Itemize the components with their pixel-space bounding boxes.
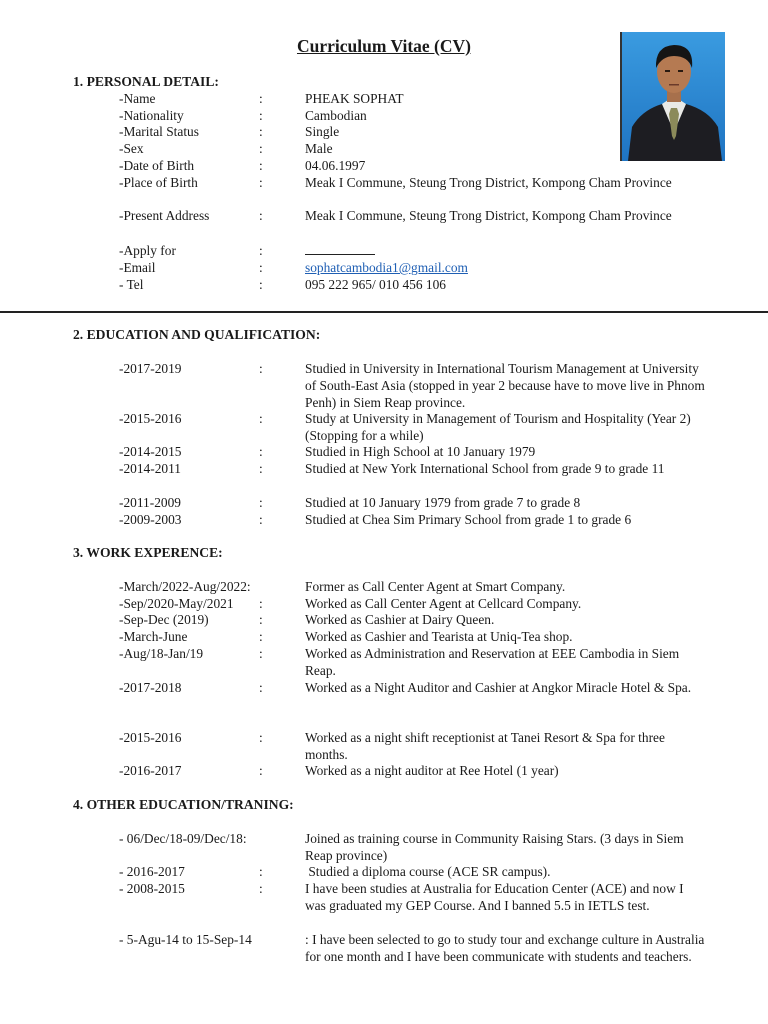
row-value: Studied at 10 January 1979 from grade 7 to grade 8	[305, 495, 581, 510]
row-colon: :	[259, 629, 263, 644]
row-colon: :	[259, 881, 263, 896]
row-colon: :	[259, 108, 263, 123]
row-colon: :	[259, 260, 263, 275]
row-colon: :	[259, 495, 263, 510]
row-colon: :	[259, 243, 263, 258]
row-value	[305, 243, 705, 260]
row-label: -Sep-Dec (2019)	[119, 612, 209, 627]
row-label: -2014-2015	[119, 444, 182, 459]
row-label: - 2008-2015	[119, 881, 185, 896]
row-label: -2014-2011	[119, 461, 181, 476]
row-label: -2015-2016	[119, 730, 182, 745]
row-colon: :	[259, 124, 263, 139]
row-label: -2017-2019	[119, 361, 182, 376]
row-label: -2016-2017	[119, 763, 182, 778]
row-label: - 06/Dec/18-09/Dec/18:	[119, 831, 247, 846]
row-colon: :	[259, 411, 263, 426]
document-title: Curriculum Vitae (CV)	[296, 36, 471, 56]
section-divider	[0, 311, 768, 313]
row-label: -Apply for	[119, 243, 176, 258]
row-label: -March-June	[119, 629, 188, 644]
row-value: Worked as Call Center Agent at Cellcard Company.	[305, 596, 582, 611]
row-value: Studied at New York International School from grade 9 to grade 11	[305, 461, 665, 476]
row-label: -Date of Birth	[119, 158, 195, 173]
row-value: Studied in University in International Tourism Management at University of South-East Asia (stopped in year 2 because have to move live in Phnom Penh) in Siem Reap province.	[305, 361, 705, 410]
row-label: -Aug/18-Jan/19	[119, 646, 204, 661]
row-label: -Nationality	[119, 108, 184, 123]
work-heading: 3. WORK EXPERENCE:	[73, 545, 223, 560]
row-value: : I have been selected to go to study tour and exchange culture in Australia for one month and I have been communicate with students and teachers.	[305, 932, 705, 964]
row-value: Single	[305, 124, 340, 139]
row-colon: :	[259, 91, 263, 106]
row-value: Male	[305, 141, 333, 156]
row-value	[305, 260, 705, 277]
row-colon: :	[259, 763, 263, 778]
row-label: -2017-2018	[119, 680, 182, 695]
row-colon: :	[259, 208, 263, 223]
row-label: - 2016-2017	[119, 864, 185, 879]
row-label: -Present Address	[119, 208, 210, 223]
row-label: - 5-Agu-14 to 15-Sep-14	[119, 932, 252, 947]
row-colon: :	[259, 158, 263, 173]
row-label: -Email	[119, 260, 156, 275]
personal-heading: 1. PERSONAL DETAIL:	[73, 74, 219, 89]
row-value: Meak I Commune, Steung Trong District, Kompong Cham Province	[305, 208, 672, 223]
row-label: -March/2022-Aug/2022:	[119, 579, 251, 594]
row-value: Studied in High School at 10 January 1979	[305, 444, 536, 459]
row-value: Worked as a night auditor at Ree Hotel (1 year)	[305, 763, 559, 778]
row-value: 095 222 965/ 010 456 106	[305, 277, 446, 292]
row-value: Meak I Commune, Steung Trong District, Kompong Cham Province	[305, 175, 672, 190]
row-value: Cambodian	[305, 108, 367, 123]
row-colon: :	[259, 277, 263, 292]
other-heading: 4. OTHER EDUCATION/TRANING:	[73, 797, 294, 812]
row-label: -Sex	[119, 141, 144, 156]
row-colon: :	[259, 646, 263, 661]
row-value: Joined as training course in Community Raising Stars. (3 days in Siem Reap province)	[305, 831, 684, 863]
row-value: Studied a diploma course (ACE SR campus).	[305, 864, 551, 879]
row-value: Worked as a night shift receptionist at Tanei Resort & Spa for three months.	[305, 730, 665, 762]
row-value: Former as Call Center Agent at Smart Company.	[305, 579, 566, 594]
row-colon: :	[259, 361, 263, 376]
row-value: Worked as Cashier at Dairy Queen.	[305, 612, 495, 627]
education-heading: 2. EDUCATION AND QUALIFICATION:	[73, 327, 321, 342]
row-value: 04.06.1997	[305, 158, 366, 173]
apply-for-blank-line	[305, 244, 375, 255]
row-label: -2015-2016	[119, 411, 182, 426]
row-value: Studied at Chea Sim Primary School from grade 1 to grade 6	[305, 512, 632, 527]
row-value: Worked as a Night Auditor and Cashier at Angkor Miracle Hotel & Spa.	[305, 680, 692, 695]
row-value: Study at University in Management of Tourism and Hospitality (Year 2) (Stopping for a while)	[305, 411, 691, 443]
row-label: -Place of Birth	[119, 175, 198, 190]
row-colon: :	[259, 175, 263, 190]
row-colon: :	[259, 864, 263, 879]
row-label: -Sep/2020-May/2021	[119, 596, 234, 611]
row-value: Worked as Cashier and Tearista at Uniq-Tea shop.	[305, 629, 573, 644]
row-value: PHEAK SOPHAT	[305, 91, 404, 106]
row-label: -2011-2009	[119, 495, 181, 510]
row-colon: :	[259, 596, 263, 611]
row-colon: :	[259, 730, 263, 745]
email-link[interactable]: sophatcambodia1@gmail.com	[305, 260, 468, 275]
row-value: Worked as Administration and Reservation at EEE Cambodia in Siem Reap.	[305, 646, 680, 678]
row-label: -Marital Status	[119, 124, 199, 139]
row-colon: :	[259, 680, 263, 695]
row-colon: :	[259, 612, 263, 627]
row-colon: :	[259, 141, 263, 156]
row-label: -Name	[119, 91, 156, 106]
row-label: - Tel	[119, 277, 144, 292]
row-colon: :	[259, 444, 263, 459]
row-colon: :	[259, 461, 263, 476]
row-label: -2009-2003	[119, 512, 182, 527]
row-value: I have been studies at Australia for Education Center (ACE) and now I was graduated my GEP Course. And I banned 5.5 in IETLS test.	[305, 881, 684, 913]
row-colon: :	[259, 512, 263, 527]
